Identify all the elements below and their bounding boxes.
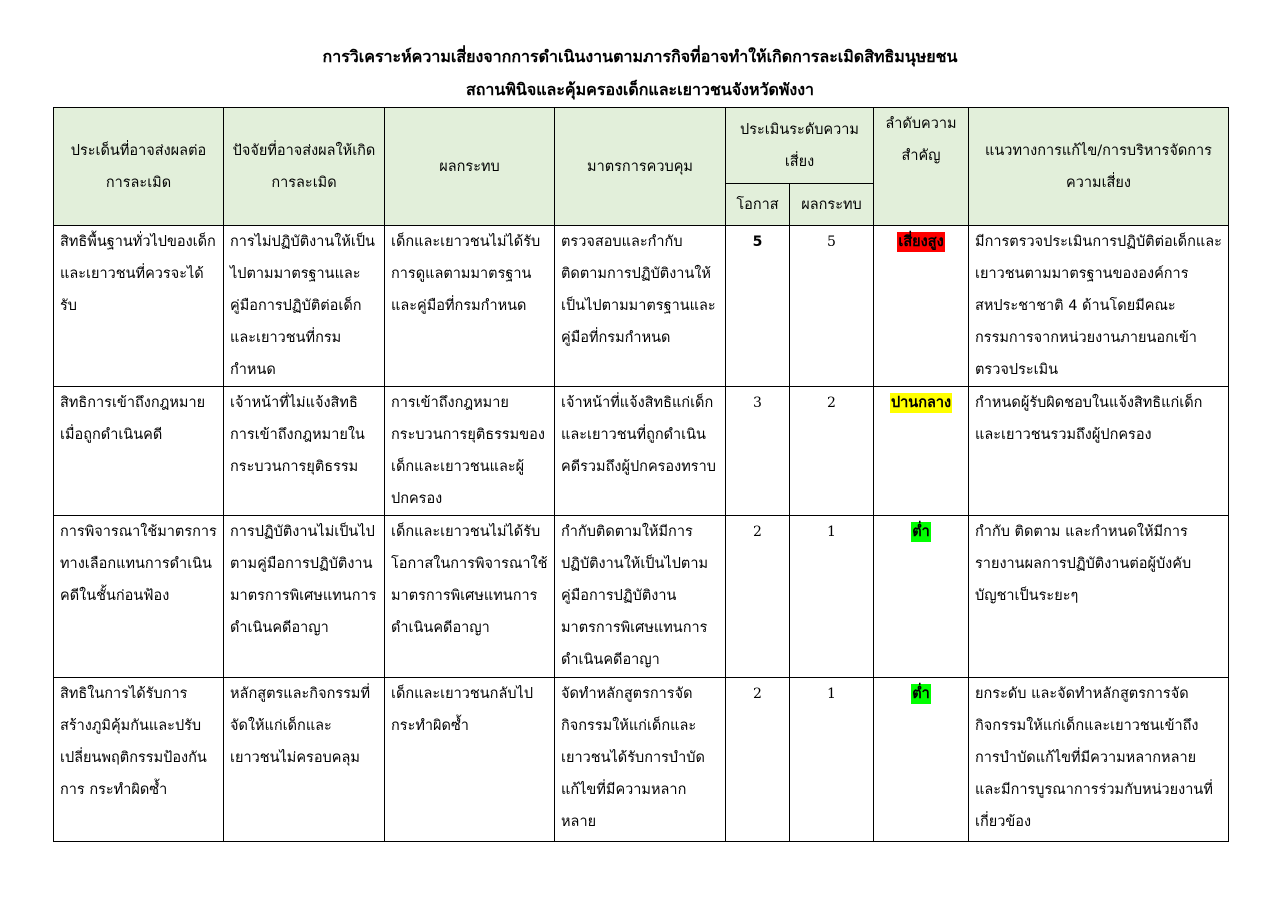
cell-factor: เจ้าหน้าที่ไม่แจ้งสิทธิการเข้าถึงกฎหมายในกระบวนการยุติธรรม — [224, 387, 385, 516]
cell-chance: 5 — [726, 226, 790, 387]
cell-control: กำกับติดตามให้มีการปฏิบัติงานให้เป็นไปตามคู่มือการปฏิบัติงานมาตรการพิเศษแทนการดำเนินคดีอาญา — [555, 516, 726, 678]
cell-effect: 1 — [790, 516, 874, 678]
cell-chance: 3 — [726, 387, 790, 516]
cell-solution: กำกับ ติดตาม และกำหนดให้มีการรายงานผลการปฏิบัติงานต่อผู้บังคับบัญชาเป็นระยะๆ — [969, 516, 1229, 678]
cell-control: จัดทำหลักสูตรการจัดกิจกรรมให้แก่เด็กและเยาวชนได้รับการบำบัดแก้ไขที่มีความหลากหลาย — [555, 678, 726, 842]
header-control: มาตรการควบคุม — [555, 108, 726, 226]
cell-factor: การไม่ปฏิบัติงานให้เป็นไปตามมาตรฐานและคู่มือการปฏิบัติต่อเด็กและเยาวชนที่กรมกำหนด — [224, 226, 385, 387]
cell-control: ตรวจสอบและกำกับติดตามการปฏิบัติงานให้เป็นไปตามมาตรฐานและคู่มือที่กรมกำหนด — [555, 226, 726, 387]
cell-effect: 2 — [790, 387, 874, 516]
cell-rank — [874, 387, 969, 516]
document-subtitle: สถานพินิจและคุ้มครองเด็กและเยาวชนจังหวัดพังงา — [465, 80, 815, 99]
header-rank: ลำดับความสำคัญ — [874, 108, 969, 226]
header-factor: ปัจจัยที่อาจส่งผลให้เกิดการละเมิด — [224, 108, 385, 226]
cell-impact: เด็กและเยาวชนกลับไปกระทำผิดซ้ำ — [385, 678, 555, 842]
cell-impact: เด็กและเยาวชนไม่ได้รับโอกาสในการพิจารณาใช้มาตรการพิเศษแทนการดำเนินคดีอาญา — [385, 516, 555, 678]
cell-effect: 1 — [790, 678, 874, 842]
cell-issue: สิทธิพื้นฐานทั่วไปของเด็กและเยาวชนที่ควรจะได้รับ — [54, 226, 224, 387]
risk-table — [53, 107, 1229, 842]
header-impact: ผลกระทบ — [385, 108, 555, 226]
cell-solution: ยกระดับ และจัดทำหลักสูตรการจัดกิจกรรมให้แก่เด็กและเยาวชนเข้าถึงการบำบัดแก้ไขที่มีความหลากหลายและมีการบูรณาการร่วมกับหน่วยงานที่เกี่ยวข้อง — [969, 678, 1229, 842]
header-chance: โอกาส — [726, 184, 790, 226]
cell-effect: 5 — [790, 226, 874, 387]
table-row — [54, 516, 1229, 678]
cell-rank — [874, 226, 969, 387]
cell-chance: 2 — [726, 516, 790, 678]
cell-issue: การพิจารณาใช้มาตรการทางเลือกแทนการดำเนินคดีในชั้นก่อนฟ้อง — [54, 516, 224, 678]
header-assessment: ประเมินระดับความเสี่ยง — [726, 108, 874, 184]
cell-issue: สิทธิในการได้รับการสร้างภูมิคุ้มกันและปรับเปลี่ยนพฤติกรรมป้องกันการ กระทำผิดซ้ำ — [54, 678, 224, 842]
risk-level-badge: ปานกลาง — [890, 395, 952, 411]
cell-control: เจ้าหน้าที่แจ้งสิทธิแก่เด็กและเยาวชนที่ถูกดำเนินคดีรวมถึงผู้ปกครองทราบ — [555, 387, 726, 516]
risk-level-badge: ต่ำ — [912, 524, 930, 540]
cell-impact: การเข้าถึงกฎหมายกระบวนการยุติธรรมของเด็กและเยาวชนและผู้ปกครอง — [385, 387, 555, 516]
document-title: การวิเคราะห์ความเสี่ยงจากการดำเนินงานตามภารกิจที่อาจทำให้เกิดการละเมิดสิทธิมนุษยชน — [322, 47, 958, 66]
risk-level-badge: เสี่ยงสูง — [898, 234, 944, 250]
cell-solution: กำหนดผู้รับผิดชอบในแจ้งสิทธิแก่เด็กและเยาวชนรวมถึงผู้ปกครอง — [969, 387, 1229, 516]
table-row — [54, 387, 1229, 516]
cell-chance: 2 — [726, 678, 790, 842]
header-solution: แนวทางการแก้ไข/การบริหารจัดการความเสี่ยง — [969, 108, 1229, 226]
cell-impact: เด็กและเยาวชนไม่ได้รับการดูแลตามมาตรฐานและคู่มือที่กรมกำหนด — [385, 226, 555, 387]
cell-issue: สิทธิการเข้าถึงกฎหมายเมื่อถูกดำเนินคดี — [54, 387, 224, 516]
cell-factor: การปฏิบัติงานไม่เป็นไปตามคู่มือการปฏิบัติงานมาตรการพิเศษแทนการดำเนินคดีอาญา — [224, 516, 385, 678]
cell-factor: หลักสูตรและกิจกรรมที่จัดให้แก่เด็กและเยาวชนไม่ครอบคลุม — [224, 678, 385, 842]
table-row — [54, 226, 1229, 387]
cell-solution: มีการตรวจประเมินการปฏิบัติต่อเด็กและเยาวชนตามมาตรฐานขององค์การสหประชาชาติ 4 ด้านโดยมีคณะกรรมการจากหน่วยงานภายนอกเข้าตรวจประเมิน — [969, 226, 1229, 387]
header-effect: ผลกระทบ — [790, 184, 874, 226]
cell-rank — [874, 678, 969, 842]
table-row — [54, 678, 1229, 842]
cell-rank — [874, 516, 969, 678]
risk-level-badge: ต่ำ — [912, 686, 930, 702]
header-issue: ประเด็นที่อาจส่งผลต่อการละเมิด — [54, 108, 224, 226]
